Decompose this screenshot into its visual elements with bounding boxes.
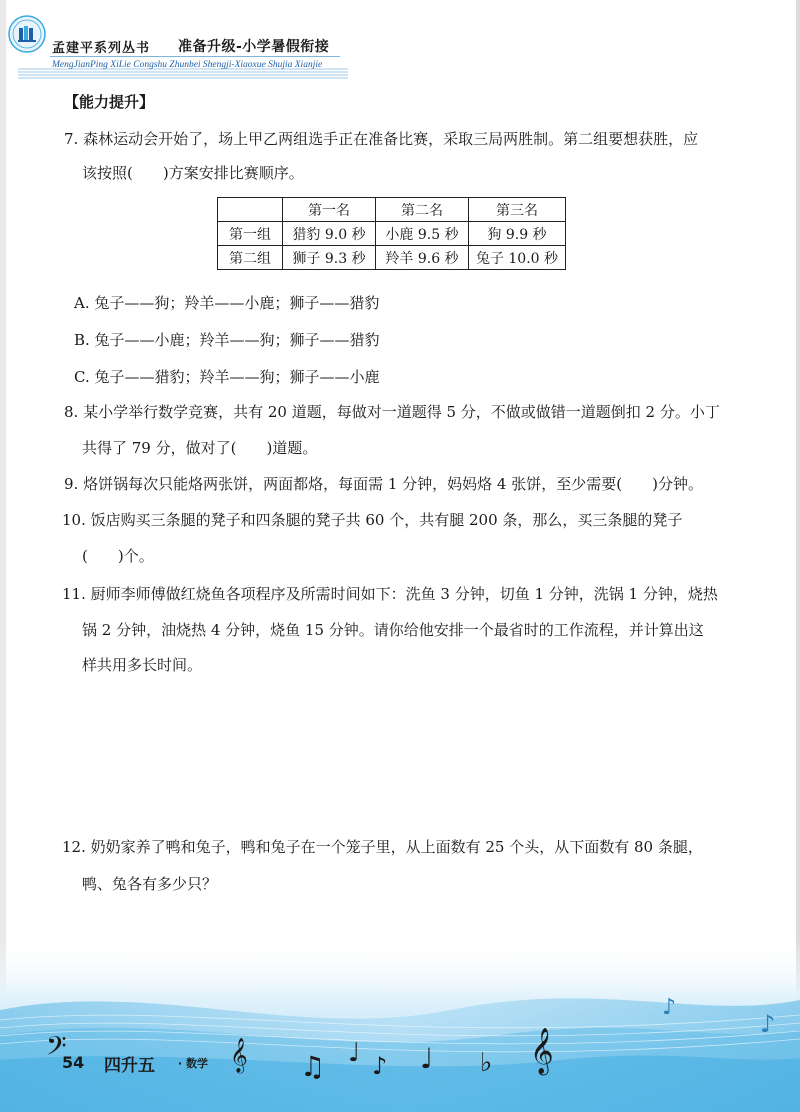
music-note-icon: ♪: [372, 1052, 388, 1080]
book-title: 准备升级-小学暑假衔接: [178, 39, 330, 55]
table-row: [218, 222, 566, 246]
table-cell: 羚羊 9.6 秒: [376, 246, 469, 270]
treble-clef-icon: 𝄞: [230, 1038, 248, 1073]
option-c: C. 兔子——猎豹；羚羊——狗；狮子——小鹿: [74, 368, 380, 386]
music-note-icon: ♩: [420, 1042, 434, 1075]
question-12-text: 鸭、兔各有多少只？: [82, 875, 218, 893]
table-cell: 狗 9.9 秒: [469, 222, 566, 246]
table-cell: 兔子 10.0 秒: [469, 246, 566, 270]
question-11-text: 11. 厨师李师傅做红烧鱼各项程序及所需时间如下：洗鱼 3 分钟，切鱼 1 分钟，洗锅 1 分钟，烧热: [62, 585, 718, 603]
table-cell: 第二组: [218, 246, 283, 270]
question-7-prefix: 该按照(: [82, 164, 133, 182]
question-11-text: 锅 2 分钟，油烧热 4 分钟，烧鱼 15 分钟。请你给他安排一个最省时的工作流程，并计算出这: [82, 621, 704, 639]
music-note-icon: ♪: [662, 995, 677, 1020]
table-cell: 狮子 9.3 秒: [283, 246, 376, 270]
option-b: B. 兔子——小鹿；羚羊——狗；狮子——猎豹: [74, 331, 380, 349]
question-8-suffix: )道题。: [266, 439, 318, 457]
music-note-icon: ♩: [348, 1038, 361, 1068]
question-12-text: 12. 奶奶家养了鸭和兔子，鸭和兔子在一个笼子里，从上面数有 25 个头，从下面数有 80 条腿，: [62, 838, 703, 856]
question-10-text: [82, 545, 154, 566]
music-note-icon: ♫: [300, 1050, 326, 1083]
question-9-prefix: 9. 烙饼锅每次只能烙两张饼，两面都烙，每面需 1 分钟，妈妈烙 4 张饼，至少需要(: [64, 475, 623, 493]
question-9-suffix: )分钟。: [652, 475, 703, 493]
table-header: 第二名: [376, 198, 469, 222]
table-row: [218, 246, 566, 270]
section-title: 【能力提升】: [64, 93, 155, 111]
question-10-text: 10. 饭店购买三条腿的凳子和四条腿的凳子共 60 个，共有腿 200 条，那么，买三条腿的凳子: [62, 511, 683, 529]
header-divider: [50, 56, 340, 57]
grade-label: 四升五: [104, 1056, 155, 1076]
question-8-text: [82, 437, 317, 458]
question-7-suffix: )方案安排比赛顺序。: [162, 164, 304, 182]
option-a: A. 兔子——狗；羚羊——小鹿；狮子——猎豹: [74, 294, 380, 312]
question-7-text: [82, 162, 304, 183]
table-cell: 小鹿 9.5 秒: [376, 222, 469, 246]
question-8-prefix: 共得了 79 分，做对了(: [82, 439, 237, 457]
question-8-text: 8. 某小学举行数学竞赛，共有 20 道题，每做对一道题得 5 分，不做或做错一道题倒扣 2 分。小丁: [64, 403, 720, 421]
footer-wave: [0, 940, 800, 1112]
table-cell: 第一组: [218, 222, 283, 246]
treble-clef-icon: 𝄞: [530, 1028, 554, 1074]
music-note-icon: ♪: [760, 1010, 776, 1038]
question-7-text: 7. 森林运动会开始了，场上甲乙两组选手正在准备比赛，采取三局两胜制。第二组要想获胜，应: [64, 130, 699, 148]
race-times-table: [217, 197, 566, 270]
page-number: 54: [62, 1053, 85, 1072]
subject-label: · 数学: [178, 1057, 209, 1070]
table-cell: [218, 198, 283, 222]
question-9-text: [64, 473, 703, 494]
series-pinyin: MengJianPing XiLie Congshu Zhunbei Shengji-Xiaoxue Shujia Xianjie: [52, 60, 323, 70]
table-header: 第一名: [283, 198, 376, 222]
page-header: [0, 0, 800, 90]
bass-clef-icon: 𝄢: [46, 1030, 67, 1068]
table-cell: 猎豹 9.0 秒: [283, 222, 376, 246]
series-name: 孟建平系列丛书: [52, 41, 151, 56]
question-10-prefix: (: [82, 547, 88, 565]
table-header: 第三名: [469, 198, 566, 222]
music-note-icon: ♭: [480, 1048, 493, 1078]
question-10-suffix: )个。: [117, 547, 154, 565]
table-header-row: [218, 198, 566, 222]
bookshelf-logo-icon: [7, 14, 47, 54]
question-11-text: 样共用多长时间。: [82, 656, 203, 674]
